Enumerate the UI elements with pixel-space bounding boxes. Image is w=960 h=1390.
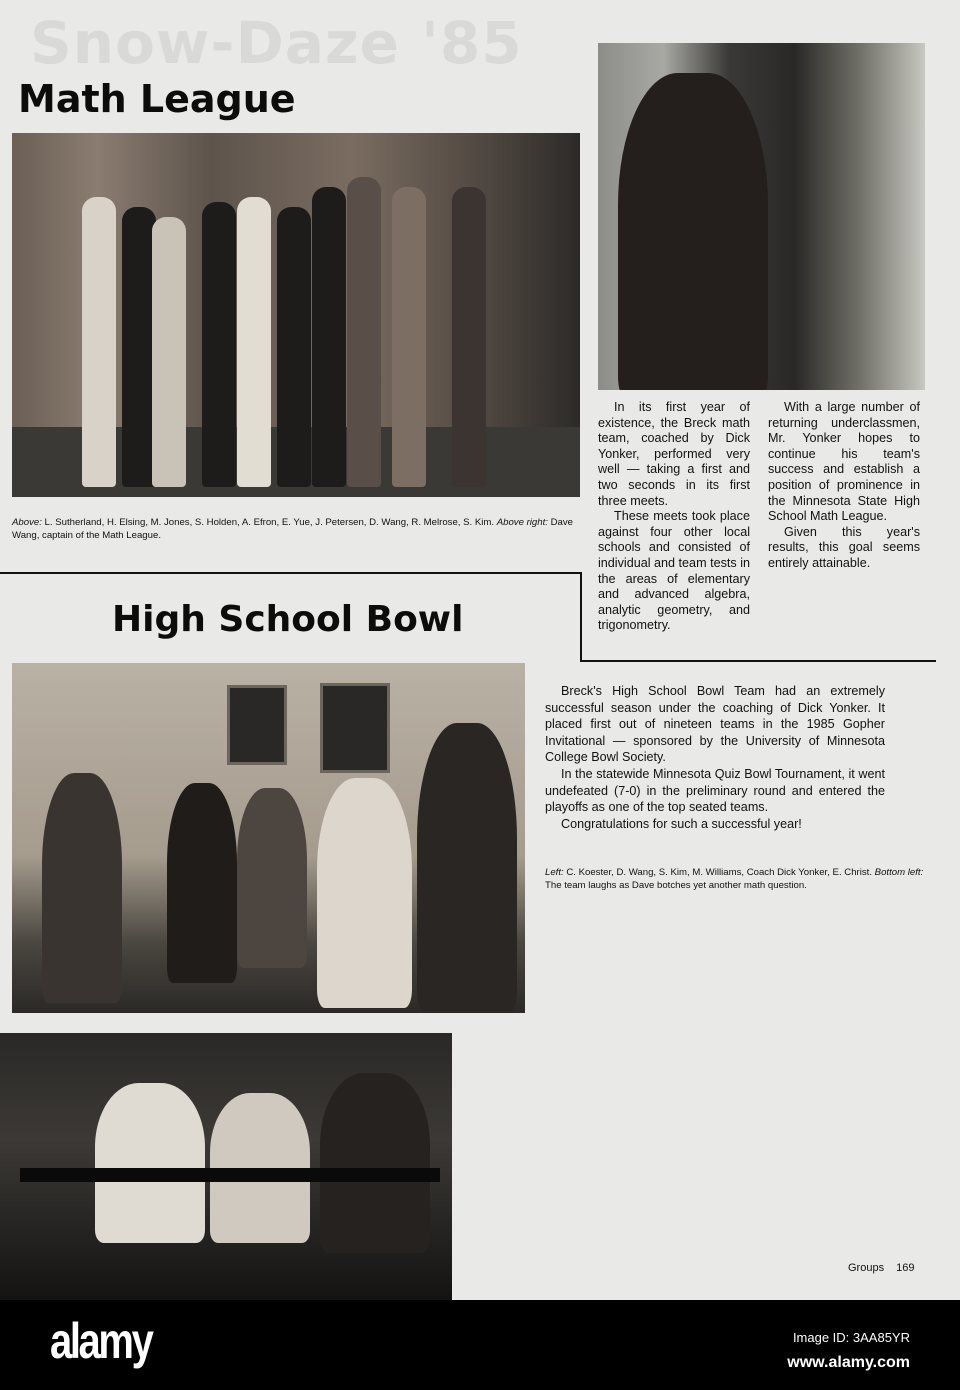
photo-figure <box>417 723 517 1013</box>
divider-line <box>580 572 582 662</box>
table-edge <box>20 1168 440 1182</box>
math-paragraph: Given this year's results, this goal seems entirely attainable. <box>768 524 920 570</box>
math-league-title: Math League <box>18 77 296 121</box>
high-school-bowl-title: High School Bowl <box>112 599 464 640</box>
photo-figure <box>122 207 156 487</box>
alamy-logo: alamy <box>50 1313 152 1369</box>
photo-figure <box>237 788 307 968</box>
math-text-columns <box>598 400 920 656</box>
bowl-photo-caption <box>545 866 935 892</box>
caption-text: L. Sutherland, H. Elsing, M. Jones, S. Holden, A. Efron, E. Yue, J. Petersen, D. Wang, R. Melrose, S. Kim. <box>41 517 497 528</box>
wall-plaque <box>227 685 287 765</box>
math-paragraph: With a large number of returning underclassmen, Mr. Yonker hopes to continue his team's success and establish a position of prominence in the Minnesota State High School Math League. <box>768 400 920 524</box>
photo-figure <box>452 187 486 487</box>
bowl-paragraph: Congratulations for such a successful year! <box>561 816 802 831</box>
watermark-url: www.alamy.com <box>787 1354 910 1371</box>
photo-figure <box>152 217 186 487</box>
caption-label: Above right: <box>496 517 548 528</box>
photo-figure <box>167 783 237 983</box>
page-number: 169 <box>896 1262 915 1274</box>
bowl-team-laughing-photo <box>0 1033 452 1300</box>
photo-figure <box>312 187 346 487</box>
photo-figure <box>82 197 116 487</box>
dave-wang-photo <box>598 43 925 390</box>
photo-figure <box>392 187 426 487</box>
bowl-paragraph: Breck's High School Bowl Team had an extremely successful season under the coaching of Dick Yonker. It placed first out of nineteen teams in the 1985 Gopher Invitational — sponsored by the University of Minnesota College Bowl Society. <box>545 684 885 765</box>
math-photo-caption <box>12 516 592 542</box>
caption-label: Above: <box>12 517 42 528</box>
photo-figure <box>95 1083 205 1243</box>
photo-figure <box>202 202 236 487</box>
caption-text: The team laughs as Dave botches yet another math question. <box>545 880 807 891</box>
bowl-team-photo <box>12 663 525 1013</box>
photo-figure <box>277 207 311 487</box>
divider-line <box>580 660 936 662</box>
caption-text: C. Koester, D. Wang, S. Kim, M. Williams, Coach Dick Yonker, E. Christ. <box>563 867 875 878</box>
photo-figure <box>237 197 271 487</box>
photo-figure <box>347 177 381 487</box>
caption-text: Dave Wang, captain of the Math League. <box>12 517 573 541</box>
wall-plaque <box>320 683 390 773</box>
bowl-text <box>545 683 885 832</box>
photo-figure <box>320 1073 430 1253</box>
math-paragraph: These meets took place against four other local schools and consisted of individual and team tests in the areas of elementary and advanced algebra, analytic geometry, and trigonometry. <box>598 509 750 633</box>
watermark-band <box>0 1300 960 1390</box>
divider-line <box>0 572 582 574</box>
math-paragraph: In its first year of existence, the Breck math team, coached by Dick Yonker, performed very well — taking a first and two seconds in its first three meets. <box>598 400 750 508</box>
caption-label: Left: <box>545 867 564 878</box>
photo-figure <box>317 778 412 1008</box>
section-name: Groups <box>848 1262 885 1274</box>
bowl-paragraph: In the statewide Minnesota Quiz Bowl Tournament, it went undefeated (7-0) in the preliminary round and entered the playoffs as one of the top seated teams. <box>545 766 885 815</box>
caption-label: Bottom left: <box>874 867 924 878</box>
page-footer <box>848 1262 914 1274</box>
photo-figure <box>618 73 768 390</box>
show-through-text: Snow-Daze '85 <box>30 9 523 77</box>
photo-figure <box>42 773 122 1003</box>
image-id: Image ID: 3AA85YR <box>792 1330 910 1345</box>
math-team-group-photo <box>12 133 580 497</box>
